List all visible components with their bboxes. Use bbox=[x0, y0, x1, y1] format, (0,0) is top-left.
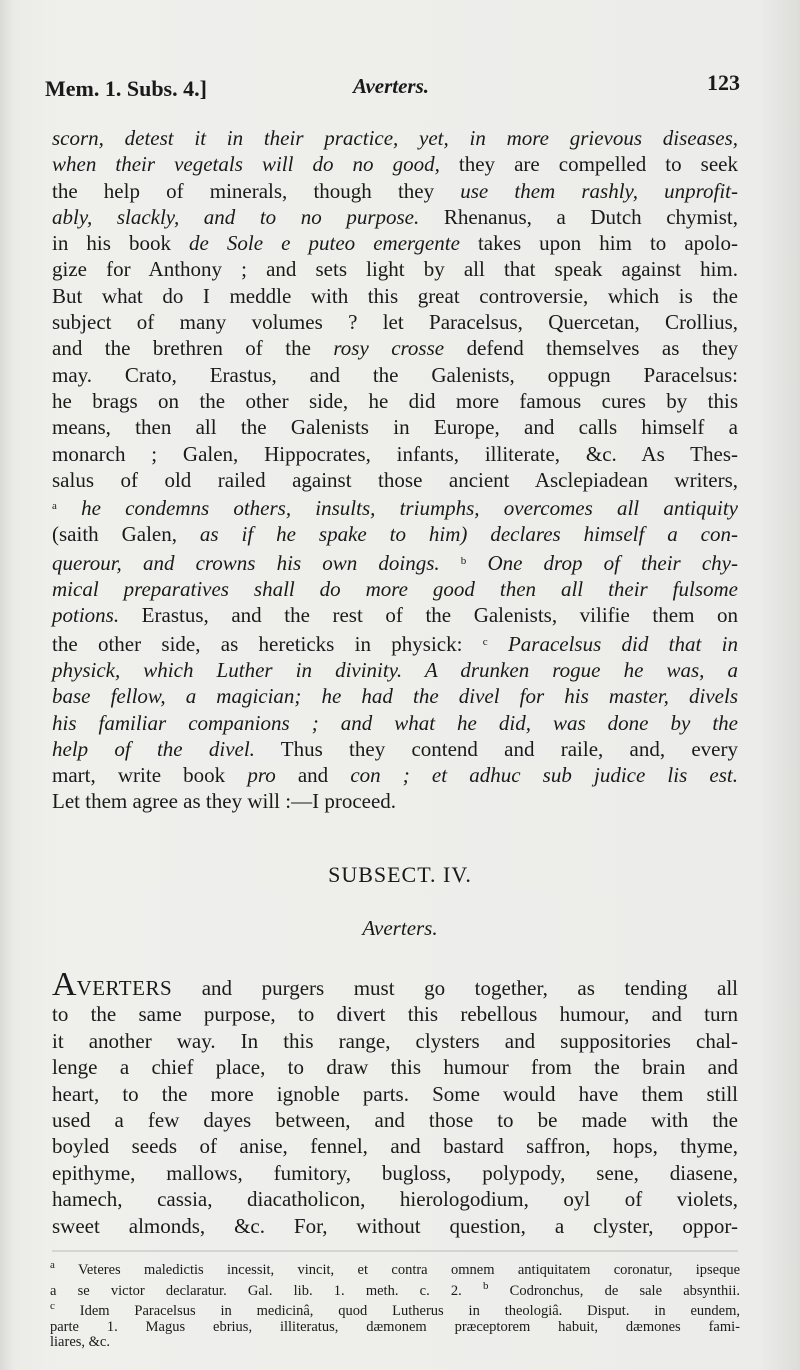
footnote-line: liares, &c. bbox=[50, 1334, 110, 1351]
subsection-heading: SUBSECT. IV. bbox=[328, 862, 472, 887]
text-line: physick, which Luther in divinity. A drunken rogue he was, a bbox=[52, 657, 738, 682]
text-line: it another way. In this range, clysters and suppositories chal- bbox=[52, 1028, 738, 1053]
text-line: and the brethren of the rosy crosse defend themselves as they bbox=[52, 336, 739, 361]
text-line: (saith Galen, as if he spake to him) declares himself a con- bbox=[52, 522, 738, 547]
footnotes bbox=[50, 1258, 740, 1351]
header-section-ref: Mem. 1. Subs. 4.] bbox=[45, 76, 207, 101]
footnote-line: parte 1. Magus ebrius, illiteratus, dæmonem præceptorem habuit, dæmones fami- bbox=[50, 1318, 740, 1335]
body-text-averters bbox=[52, 966, 738, 1239]
footnote-rule bbox=[52, 1250, 738, 1252]
text-line: potions. Erastus, and the rest of the Galenists, vilifie them on bbox=[52, 603, 738, 628]
text-line: querour, and crowns his own doings. $^b$ One drop of their chy- bbox=[52, 550, 738, 575]
running-header bbox=[45, 70, 740, 104]
text-line: he brags on the other side, he did more famous cures by this bbox=[52, 388, 738, 413]
header-running-title: Averters. bbox=[353, 74, 430, 98]
text-line: salus of old railed against those ancient Asclepiadean writers, bbox=[52, 467, 738, 492]
footnote-line: $^a$ Veteres maledictis incessit, vincit, et contra omnem antiquitatem coronatur, ipseque bbox=[50, 1259, 740, 1278]
text-line: monarch ; Galen, Hippocrates, infants, illiterate, &c. As Thes- bbox=[52, 441, 738, 466]
page-number: 123 bbox=[707, 70, 740, 95]
text-line: gize for Anthony ; and sets light by all that speak against him. bbox=[52, 257, 738, 282]
footnote-line: $^c$ Idem Paracelsus in medicinâ, quod Lutherus in theologiâ. Disput. in eundem, bbox=[50, 1300, 740, 1320]
text-line: the help of minerals, though they use them rashly, unprofit- bbox=[52, 178, 738, 203]
subsection-title: Averters. bbox=[362, 916, 438, 940]
text-line: means, then all the Galenists in Europe, and calls himself a bbox=[52, 415, 738, 440]
text-line: heart, to the more ignoble parts. Some would have them still bbox=[52, 1081, 738, 1106]
text-line: help of the divel. Thus they contend and raile, and, every bbox=[52, 736, 738, 761]
text-line: the other side, as hereticks in physick: $^c$ Paracelsus did that in bbox=[52, 631, 738, 656]
footnote-line: a se victor declaratur. Gal. lib. 1. meth. c. 2. $^b$ Codronchus, de sale absynthii. bbox=[50, 1279, 740, 1299]
text-line: used a few dayes between, and those to be made with the bbox=[52, 1108, 738, 1133]
text-line: to the same purpose, to divert this rebellous humour, and turn bbox=[52, 1002, 738, 1027]
text-line: lenge a chief place, to draw this humour from the brain and bbox=[52, 1055, 738, 1080]
text-line: ably, slackly, and to no purpose. Rhenanus, a Dutch chymist, bbox=[52, 204, 738, 229]
text-line: scorn, detest it in their practice, yet, in more grievous diseases, bbox=[52, 126, 738, 150]
text-line: mical preparatives shall do more good then all their fulsome bbox=[52, 577, 738, 602]
text-line: sweet almonds, &c. For, without question, a clyster, oppor- bbox=[52, 1213, 738, 1238]
text-line: base fellow, a magician; he had the divel for his master, divels bbox=[52, 684, 738, 709]
text-line: epithyme, mallows, fumitory, bugloss, polypody, sene, diasene, bbox=[52, 1160, 738, 1185]
text-line: mart, write book pro and con ; et adhuc sub judice lis est. bbox=[52, 763, 738, 788]
text-line: when their vegetals will do no good, they are compelled to seek bbox=[52, 152, 738, 177]
text-line: subject of many volumes ? let Paracelsus, Quercetan, Crollius, bbox=[52, 310, 738, 335]
text-line: But what do I meddle with this great controversie, which is the bbox=[52, 283, 738, 308]
text-line: may. Crato, Erastus, and the Galenists, oppugn Paracelsus: bbox=[52, 362, 738, 387]
text-line: AVERTERS and purgers must go together, as tending all bbox=[52, 966, 738, 1003]
text-line: boyled seeds of anise, fennel, and bastard saffron, hops, thyme, bbox=[52, 1134, 738, 1159]
text-line: Let them agree as they will :—I proceed. bbox=[52, 789, 397, 814]
drop-cap: A bbox=[52, 966, 77, 1003]
body-text-continuation bbox=[52, 125, 738, 815]
text-line: hamech, cassia, diacatholicon, hierologodium, oyl of violets, bbox=[52, 1187, 738, 1212]
opening-word: VERTERS bbox=[76, 976, 173, 1000]
text-line: $^a$ he condemns others, insults, triumphs, overcomes all antiquity bbox=[52, 496, 739, 521]
text-line: in his book de Sole e puteo emergente takes upon him to apolo- bbox=[52, 231, 738, 256]
text-line: his familiar companions ; and what he did, was done by the bbox=[52, 710, 738, 735]
